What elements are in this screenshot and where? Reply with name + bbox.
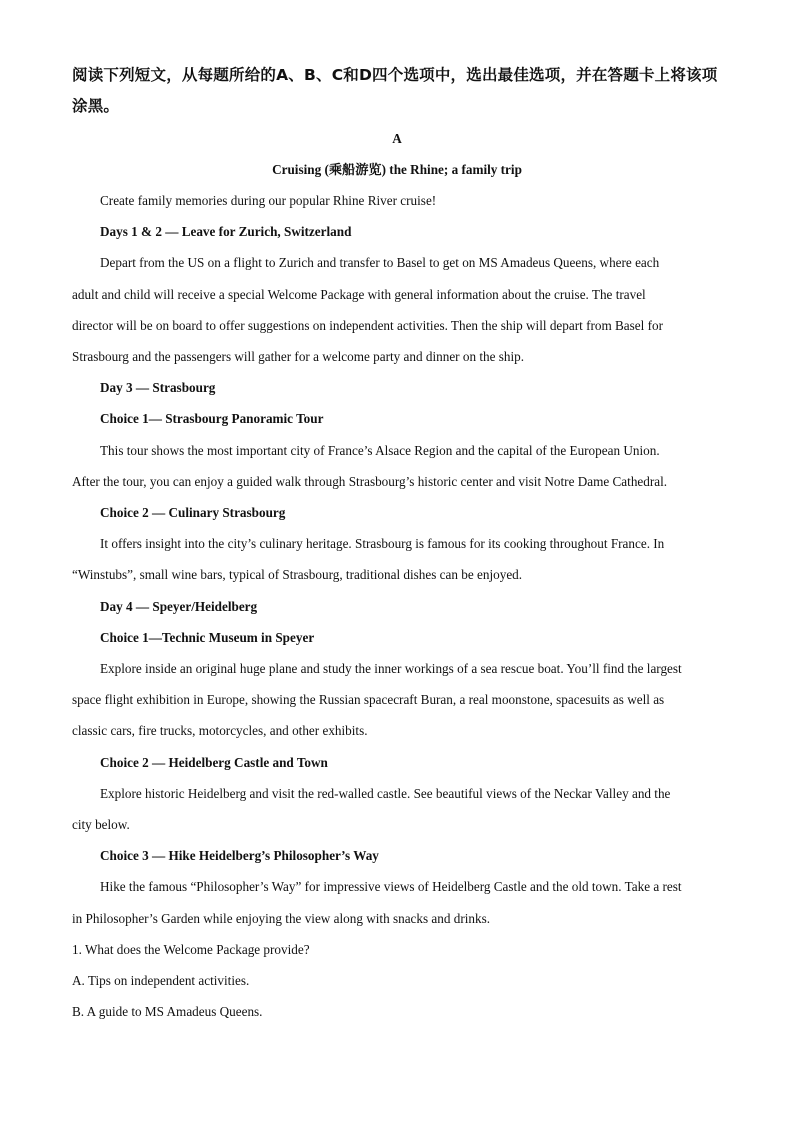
passage-title: Cruising (乘船游览) the Rhine; a family trip (272, 162, 522, 177)
day4-choice2-line-2: city below. (72, 817, 130, 832)
day3-heading: Day 3 — Strasbourg (100, 380, 216, 395)
day12-line-4: Strasbourg and the passengers will gather for a welcome party and dinner on the ship. (72, 349, 525, 364)
day4-heading: Day 4 — Speyer/Heidelberg (100, 599, 258, 614)
day4-choice1-line-3: classic cars, fire trucks, motorcycles, and other exhibits. (72, 723, 368, 738)
day3-choice1-line-1: This tour shows the most important city of France’s Alsace Region and the capital of the European Union. (100, 443, 660, 458)
day12-line-3: director will be on board to offer suggestions on independent activities. Then the ship will depart from Basel for (72, 318, 663, 333)
day3-choice2-line-1: It offers insight into the city’s culinary heritage. Strasbourg is famous for its cooking throughout France. In (100, 536, 665, 551)
day4-choice1-line-2: space flight exhibition in Europe, showing the Russian spacecraft Buran, a real moonstone, spacesuits as well as (72, 692, 665, 707)
day3-choice1-heading: Choice 1— Strasbourg Panoramic Tour (100, 411, 324, 426)
day3-choice1-line-2: After the tour, you can enjoy a guided walk through Strasbourg’s historic center and visit Notre Dame Cathedral. (72, 474, 668, 489)
day3-choice2-heading: Choice 2 — Culinary Strasbourg (100, 505, 286, 520)
option-a: A. Tips on independent activities. (72, 973, 250, 988)
day4-choice2-heading: Choice 2 — Heidelberg Castle and Town (100, 755, 328, 770)
day4-choice1-heading: Choice 1—Technic Museum in Speyer (100, 630, 315, 645)
instruction-text: 阅读下列短文，从每题所给的A、B、C和D四个选项中，选出最佳选项，并在答题卡上将该项涂黑。 (72, 66, 718, 115)
intro-text: Create family memories during our popular Rhine River cruise! (100, 193, 437, 208)
day4-choice1-line-1: Explore inside an original huge plane and study the inner workings of a sea rescue boat. You’ll find the largest (100, 661, 682, 676)
day4-choice2-line-1: Explore historic Heidelberg and visit the red-walled castle. See beautiful views of the Neckar Valley and the (100, 786, 671, 801)
day3-choice2-line-2: “Winstubs”, small wine bars, typical of Strasbourg, traditional dishes can be enjoyed. (72, 567, 523, 582)
day12-line-1: Depart from the US on a flight to Zurich and transfer to Basel to get on MS Amadeus Queens, where each (100, 255, 660, 270)
section-letter: A (392, 131, 402, 146)
option-b: B. A guide to MS Amadeus Queens. (72, 1004, 263, 1019)
day4-choice3-line-1: Hike the famous “Philosopher’s Way” for impressive views of Heidelberg Castle and the old town. Take a rest (100, 879, 682, 894)
day12-heading: Days 1 & 2 — Leave for Zurich, Switzerland (100, 224, 352, 239)
day4-choice3-line-2: in Philosopher’s Garden while enjoying the view along with snacks and drinks. (72, 911, 491, 926)
day4-choice3-heading: Choice 3 — Hike Heidelberg’s Philosopher’s Way (100, 848, 379, 863)
day12-line-2: adult and child will receive a special Welcome Package with general information about the cruise. The travel (72, 287, 646, 302)
question-1: 1. What does the Welcome Package provide? (72, 942, 310, 957)
